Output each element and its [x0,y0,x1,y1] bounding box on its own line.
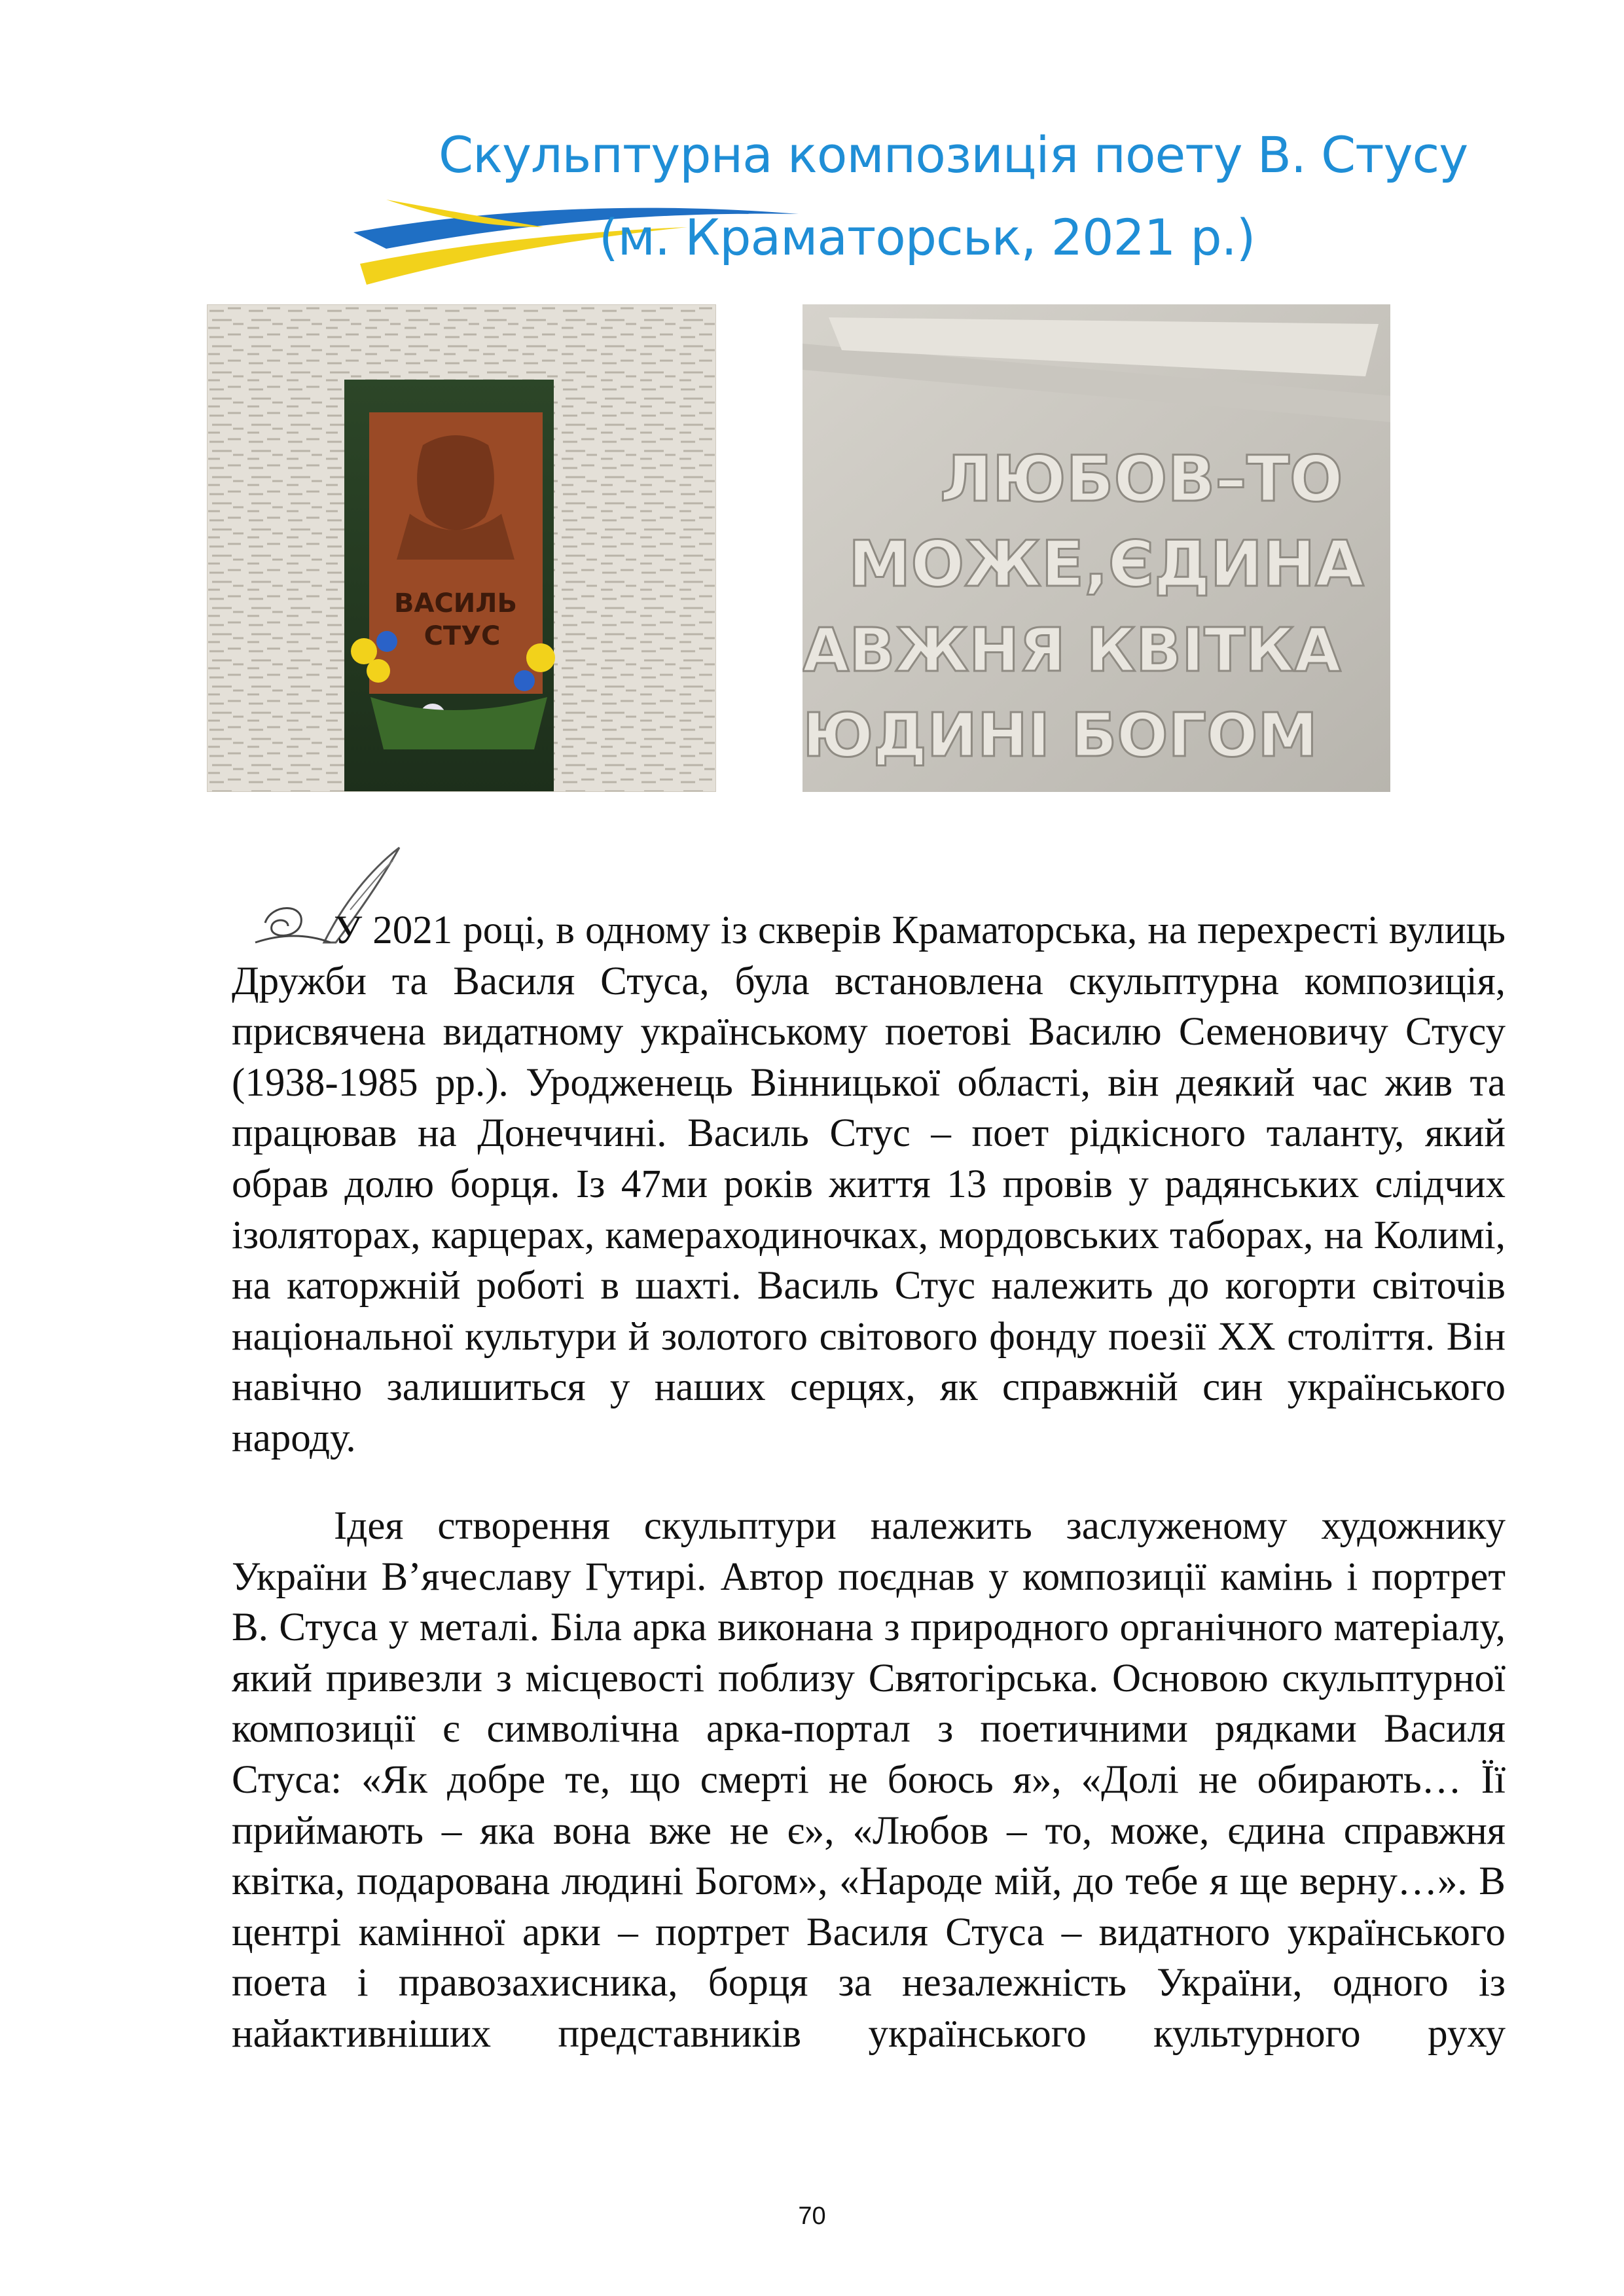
paragraph-2 [232,1501,1506,2060]
page-title-line1: Скульптурна композиція поету В. Стусу [439,126,1468,184]
carved-line3: АВЖНЯ КВІТКА [803,615,1341,685]
carved-text-photo [803,304,1390,792]
plaque-name-line1: ВАСИЛЬ [394,588,517,619]
monument-photo [207,304,716,792]
carved-line1: ЛЮБОВ–ТО [940,442,1343,516]
page-number: 70 [798,2202,826,2230]
carved-line4: ЮДИНІ БОГОМ [803,700,1318,770]
paragraph-1 [232,905,1506,1464]
carved-line2: МОЖЕ,ЄДИНА [848,528,1364,601]
plaque-name-line2: СТУС [424,621,501,651]
paragraph-2-text: Ідея створення скульптури належить заслуженому художнику України В’ячеславу Гутирі. Автор поєднав у композиції камінь і портрет В. Стуса у металі. Біла арка виконана з природного органічного матеріалу, який привезли з місцевості поблизу Святогірська. Основою скульптурної композиції є символічна арка-портал з поетичними рядками Василя Стуса: «Як добре те, що смерті не боюсь я», «Долі не обирають… Її приймають – яка вона вже не є», «Любов – то, може, єдина справжня квітка, подарована людині Богом», «Народе мій, до тебе я ще верну…». В центрі камінної арки – портрет Василя Стуса – видатного українського поета і правозахисника, борця за незалежність України, одного із найактивніших представників українського культурного руху [232,1504,1506,2056]
page-title-line2: (м. Краматорськ, 2021 р.) [599,208,1255,266]
paragraph-1-text: У 2021 році, в одному із скверів Краматорська, на перехресті вулиць Дружби та Василя Стуса, була встановлена скульптурна композиція, присвячена видатному українському поетові Василю Семеновичу Стусу (1938-1985 рр.). Уродженець Вінницької області, він деякий час жив та працював на Донеччині. Василь Стус – поет рідкісного таланту, який обрав долю борця. Із 47ми років життя 13 провів у радянських слідчих ізоляторах, карцерах, камераходиночках, мордовських таборах, на Колимі, на каторжній роботі в шахті. Василь Стус належить до когорти світочів національної культури й золотого світового фонду поезії XX століття. Він навічно залишиться у наших серцях, як справжній син українського народу. [232,908,1506,1460]
